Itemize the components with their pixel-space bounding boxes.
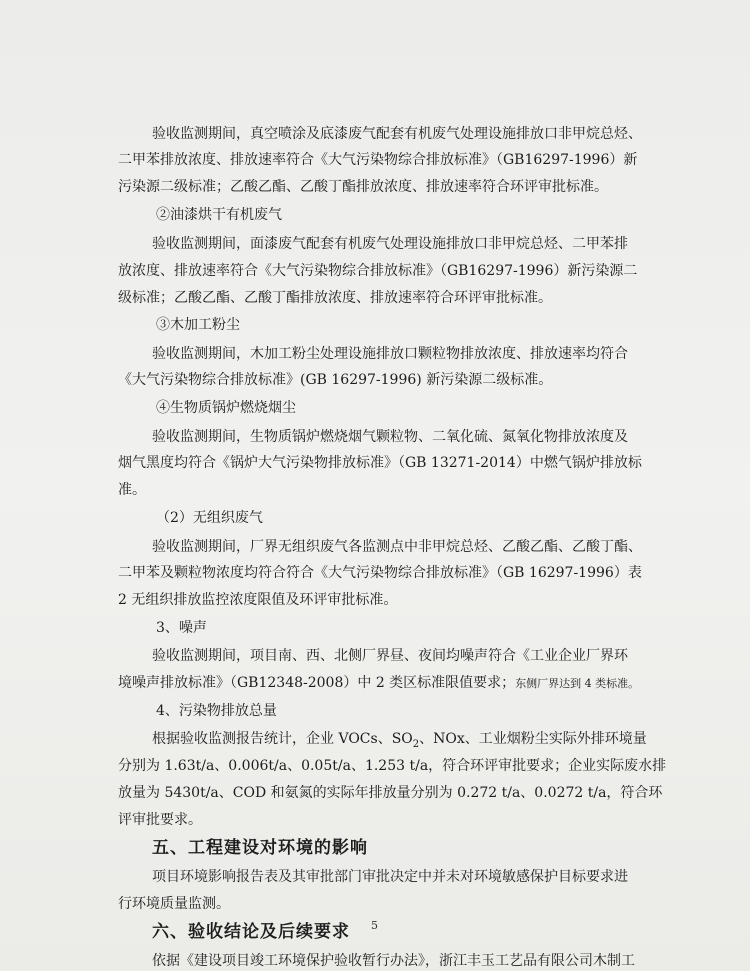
text-line: 验收监测期间，真空喷涂及底漆废气配套有机废气处理设施排放口非甲烷总烃、 [152, 126, 642, 142]
text-line: 依据《建设项目竣工环境保护验收暂行办法》，浙江丰玉工艺品有限公司木制工 [152, 953, 635, 969]
text-segment: 境噪声排放标准》（GB12348-2008）中 2 类区标准限值要求； [118, 675, 516, 691]
section-heading: 五、工程建设对环境的影响 [152, 838, 368, 858]
text-line: 项目环境影响报告表及其审批部门审批决定中并未对环境敏感保护目标要求进 [152, 869, 628, 885]
text-line: 放浓度、排放速率符合《大气污染物综合排放标准》（GB16297-1996）新污染源二 [118, 263, 638, 279]
text-line: 行环境质量监测。 [118, 896, 230, 912]
subsection-heading: 4、污染物排放总量 [156, 703, 277, 719]
section-heading: 六、验收结论及后续要求 [152, 922, 350, 942]
text-segment: 根据验收监测报告统计，企业 VOCs、SO [152, 731, 413, 747]
subscript: 2 [412, 738, 420, 750]
text-line: 验收监测期间，项目南、西、北侧厂界昼、夜间均噪声符合《工业企业厂界环 [152, 648, 628, 664]
handwritten-note: 东侧厂界达到 4 类标准。 [515, 677, 640, 690]
text-line: 二甲苯及颗粒物浓度均符合符合《大气污染物综合排放标准》（GB 16297-1996）表 [118, 565, 642, 581]
text-line: 烟气黑度均符合《锅炉大气污染物排放标准》（GB 13271-2014）中燃气锅炉排放标 [118, 455, 642, 471]
text-line: 验收监测期间，面漆废气配套有机废气处理设施排放口非甲烷总烃、二甲苯排 [152, 236, 628, 252]
subsection-heading: ②油漆烘干有机废气 [156, 207, 282, 223]
subsection-heading: （2）无组织废气 [156, 510, 263, 526]
text-line [152, 729, 678, 755]
text-line: 验收监测期间，生物质锅炉燃烧烟气颗粒物、二氧化硫、氮氧化物排放浓度及 [152, 429, 628, 445]
text-line: 放量为 5430t/a、COD 和氨氮的实际年排放量分别为 0.272 t/a、0.0272 t/a，符合环 [118, 785, 663, 801]
text-line: 级标准；乙酸乙酯、乙酸丁酯排放浓度、排放速率符合环评审批标准。 [118, 290, 552, 306]
text-line: 二甲苯排放浓度、排放速率符合《大气污染物综合排放标准》（GB16297-1996）新 [118, 152, 638, 168]
subsection-heading: 3、噪声 [156, 620, 207, 636]
text-line: 验收监测期间，厂界无组织废气各监测点中非甲烷总烃、乙酸乙酯、乙酸丁酯、 [152, 539, 642, 555]
text-line [118, 673, 678, 694]
page-number: 5 [371, 919, 378, 932]
text-line: 《大气污染物综合排放标准》(GB 16297-1996) 新污染源二级标准。 [118, 372, 553, 388]
text-line: 准。 [118, 482, 146, 498]
subsection-heading: ③木加工粉尘 [156, 317, 240, 333]
text-line: 验收监测期间，木加工粉尘处理设施排放口颗粒物排放浓度、排放速率均符合 [152, 346, 628, 362]
text-line: 评审批要求。 [118, 812, 202, 828]
subsection-heading: ④生物质锅炉燃烧烟尘 [156, 400, 296, 416]
text-line: 污染源二级标准；乙酸乙酯、乙酸丁酯排放浓度、排放速率符合环评审批标准。 [118, 179, 608, 195]
text-line: 2 无组织排放监控浓度限值及环评审批标准。 [118, 592, 398, 608]
text-line: 分别为 1.63t/a、0.006t/a、0.05t/a、1.253 t/a，符合环评审批要求；企业实际废水排 [118, 758, 667, 774]
text-segment: 、NOx、工业烟粉尘实际外排环境量 [419, 731, 647, 747]
